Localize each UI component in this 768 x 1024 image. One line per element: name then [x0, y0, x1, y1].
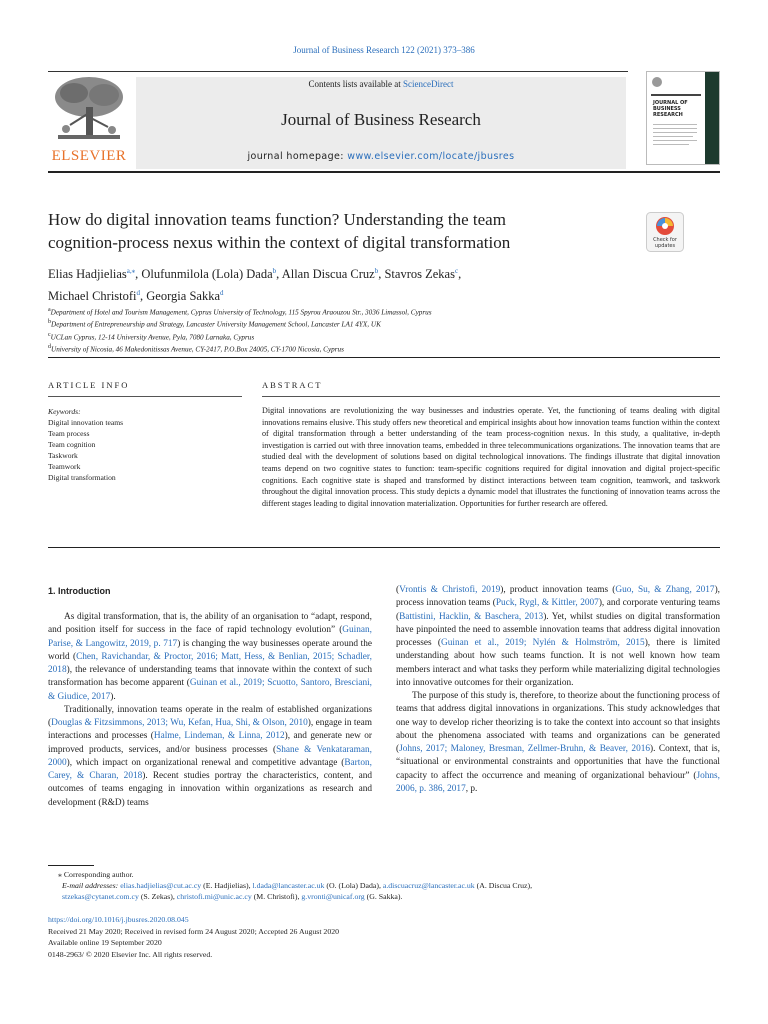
header-rule [48, 171, 720, 173]
email-link[interactable]: a.discuacruz@lancaster.ac.uk [382, 881, 475, 890]
citation-link[interactable]: Guinan, Parise, & Langowitz, 2019, p. 717 [48, 625, 372, 649]
author-name[interactable]: Olufunmilola (Lola) Dada [141, 267, 273, 282]
author-affiliation-marker[interactable]: b [272, 267, 277, 275]
corresponding-author-note: ⁎ Corresponding author. [58, 870, 134, 879]
email-link[interactable]: elias.hadjielias@cut.ac.cy [120, 881, 202, 890]
body-paragraph: The purpose of this study is, therefore, to theorize about the functioning process of teams that address digital innovations in organizations. This study acknowledges that one way to develop richer theorizing is to take the context into account so that insights about the phenomena associated with teams and organizations can be generated (Johns, 2017; Maloney, Bresman, Zellmer-Bruhn, & Beaver, 2016). Context, that is, “situational or environmental constraints and opportunities that have the functional capacity to affect the occurrence and meaning of organizational behaviour” (Johns, 2006, p. 386, 2017, p. [396, 691, 720, 794]
footnote-rule [48, 865, 94, 866]
homepage-link[interactable]: www.elsevier.com/locate/jbusres [347, 151, 515, 162]
citation-link[interactable]: Chen, Ravichandar, & Proctor, 2016; Matt, Hess, & Benlian, 2015; Schadler, 2018 [48, 651, 372, 675]
citation-link[interactable]: Puck, Rygl, & Kittler, 2007 [495, 598, 599, 609]
affiliation [48, 342, 668, 354]
email-link[interactable]: g.vronti@unicaf.org [301, 892, 365, 901]
keyword: Taskwork [48, 451, 78, 460]
copyright: 0148-2963/ © 2020 Elsevier Inc. All rights reserved. [48, 949, 213, 959]
author-name[interactable]: Georgia Sakka [146, 289, 220, 304]
keywords-block [48, 406, 242, 483]
keyword: Digital transformation [48, 473, 116, 482]
affiliation-marker: c [48, 331, 51, 338]
contents-line [136, 79, 626, 89]
keywords-list [48, 417, 242, 483]
author-name[interactable]: Elias Hadjielias [48, 267, 127, 282]
affiliation-marker: b [48, 319, 51, 326]
citation-link[interactable]: Douglas & Fitzsimmons, 2013; Wu, Kefan, Hua, Shi, & Olson, 2010 [51, 718, 308, 728]
email-link[interactable]: stzekas@cytanet.com.cy [62, 892, 139, 901]
cover-title-1: JOURNAL OF [653, 100, 688, 106]
journal-title: Journal of Business Research [281, 110, 481, 129]
affiliation-text: Department of Hotel and Tourism Management, Cyprus University of Technology, 115 Spyrou Araouzou Str., 3036 Limassol, Cyprus [50, 308, 432, 317]
email-addresses: E-mail addresses: elias.hadjielias@cut.ac.cy (E. Hadjielias), l.dada@lancaster.ac.uk (O. (Lola) Dada), a.discuacruz@lancaster.ac.uk (A. Discua Cruz), stzekas@cytanet.com.cy (S. Zekas), christofi.mi@unic.ac.cy (M. Christofi), g.vronti@unicaf.org (G. Sakka). [62, 881, 533, 901]
author-affiliation-marker[interactable]: c [454, 267, 459, 275]
footnotes [48, 869, 720, 902]
body-paragraph: As digital transformation, that is, the ability of an organisation to “adapt, respond, and position itself for success in the face of rapid technology evolution” (Guinan, Parise, & Langowitz, 2019, p. 717) is changing the way businesses operate around the world (Chen, Ravichandar, & Proctor, 2016; Matt, Hess, & Benlian, 2015; Schadler, 2018), the relevance of understanding teams that innovate within the context of such transformation has become apparent (Guinan et al., 2019; Scuotto, Santoro, Bresciani, & Giudice, 2017). [48, 612, 372, 702]
article-title-line-2: cognition-process nexus within the context of digital transformation [48, 233, 511, 252]
elsevier-wordmark: ELSEVIER [51, 148, 127, 164]
abstract-bottom-rule [48, 547, 720, 548]
available-online: Available online 19 September 2020 [48, 938, 162, 947]
email-link[interactable]: l.dada@lancaster.ac.uk [252, 881, 325, 890]
affiliation-marker: a [48, 307, 51, 313]
citation-link[interactable]: Johns, 2006, p. 386, 2017 [396, 770, 720, 794]
title-block-rule [48, 357, 720, 358]
abstract-text: Digital innovations are revolutionizing the way businesses and industries operate. Yet, the functioning of teams dealing with digital innovations remains elusive. This study offers new theoretical and empirical insights about how innovation teams function within the context of digital transformation through a better understanding of the team process-cognition nexus. In this study, a qualitative, in-depth investigation is carried out with three innovation teams, embedded in three telecommunications organizations. The innovation teams that are studied deal with the development of solutions based on digital technological innovations. The findings illustrate that digital innovation teams depend on two cognitive states to function: team-specific cognitions required for digital innovation and digital project-specific cognitions. Each cognitive state is shaped and transformed by distinct interactions between team cognition, teamwork, and taskwork throughout the digital innovation process. This study depicts a dynamic model that illustrates the functioning of innovation teams across the different stages leading to digital innovation materialization. Opportunities for further research are offered. [262, 406, 720, 508]
affiliation-marker: d [48, 344, 51, 351]
homepage-line [136, 151, 626, 162]
citation-link[interactable]: Vrontis & Christofi, 2019 [399, 585, 501, 595]
cover-title-2: BUSINESS [653, 106, 681, 112]
keyword: Digital innovation teams [48, 418, 124, 427]
abstract-heading: ABSTRACT [262, 380, 323, 390]
citation-link[interactable]: Guo, Su, & Zhang, 2017 [615, 585, 715, 595]
keywords-label: Keywords: [48, 407, 81, 416]
citation-link[interactable]: Battistini, Hacklin, & Baschera, 2013 [399, 611, 544, 622]
author-affiliation-marker[interactable]: d [220, 289, 224, 298]
body-column-right [396, 584, 720, 796]
cover-title-3: RESEARCH [653, 112, 683, 118]
article-title-line-1: How do digital innovation teams function? Understanding the team [48, 210, 506, 229]
author-affiliation-marker[interactable]: a,⁎ [126, 267, 136, 275]
email-label: E-mail addresses: [62, 881, 121, 890]
abstract-rule [262, 396, 720, 397]
publication-info [48, 914, 720, 960]
author-name[interactable]: Michael Christofi [48, 289, 137, 304]
citation-link[interactable]: Barton, Carey, & Charan, 2018 [48, 757, 372, 781]
citation-link[interactable]: Halme, Lindeman, & Linna, 2012 [153, 731, 285, 742]
body-paragraph: Traditionally, innovation teams operate in the realm of established organizations (Douglas & Fitzsimmons, 2013; Wu, Kefan, Hua, Shi, & Olson, 2010), engage in team interactions and processes (Halme, Lindeman, & Linna, 2012), and generate new or improved products, services, and/or business processes (Shane & Venkataraman, 2000), which impact on organizational renewal and competitive advantage (Barton, Carey, & Charan, 2018). Recent studies portray the characteristics, content, and outcomes of teams engaging in innovation within organizations as research and development (R&D) teams [48, 704, 372, 808]
check-for-updates-button[interactable] [646, 212, 684, 252]
affiliation-text: University of Nicosia, 46 Makedonitissas Avenue, CY-2417, P.O.Box 24005, CY-1700 Nicosia, Cyprus [51, 345, 344, 354]
journal-cover-thumbnail[interactable] [646, 71, 720, 165]
homepage-prefix: journal homepage: [247, 151, 348, 162]
affiliation-text: Department of Entrepreneurship and Strategy, Lancaster University Management School, Lancaster LA1 4YX, UK [51, 320, 381, 329]
citation-link[interactable]: Johns, 2017; Maloney, Bresman, Zellmer-Bruhn, & Beaver, 2016 [399, 744, 651, 754]
affiliation [48, 317, 668, 329]
article-info-rule [48, 396, 242, 397]
body-paragraph: (Vrontis & Christofi, 2019), product innovation teams (Guo, Su, & Zhang, 2017), process innovation teams (Puck, Rygl, & Kittler, 2007), and corporate venturing teams (Battistini, Hacklin, & Baschera, 2013). Yet, whilst studies on digital transformation have pinpointed the need to assemble innovation teams that address digital innovation processes (Guinan et al., 2019; Nylén & Holmström, 2015), there is limited understanding about how such teams function. It is not well known how team members interact and what tasks they perform while materializing digital technologies into innovative outcomes for their organization. [396, 585, 721, 688]
author-list: Elias Hadjielias$^{a,⁎}$, Olufunmilola (Lola) Dada$^b$, Allan Discua Cruz$^b$, Stavros Zekas$^c$, Michael Christofi$^d$, Georgia Sakka$^d$ [48, 267, 462, 304]
affiliation [48, 330, 668, 342]
author-affiliation-marker[interactable]: d [136, 289, 141, 298]
citation-link[interactable]: Shane & Venkataraman, 2000 [48, 744, 372, 768]
keyword: Team cognition [48, 440, 96, 449]
citation-link[interactable]: Guinan et al., 2019; Nylén & Holmström, 2015 [441, 638, 645, 648]
keyword: Teamwork [48, 462, 81, 471]
check-updates-line-1: Check for [653, 237, 677, 243]
sciencedirect-link[interactable]: ScienceDirect [403, 79, 454, 89]
article-info-heading: ARTICLE INFO [48, 380, 130, 390]
journal-citation[interactable]: Journal of Business Research 122 (2021) 373–386 [293, 45, 475, 55]
doi-link[interactable]: https://doi.org/10.1016/j.jbusres.2020.08.045 [48, 915, 189, 924]
article-title [48, 208, 608, 254]
citation-link[interactable]: Guinan et al., 2019; Scuotto, Santoro, Bresciani, & Giudice, 2017 [48, 678, 372, 702]
author-affiliation-marker[interactable]: b [374, 267, 379, 275]
received-dates: Received 21 May 2020; Received in revised form 24 August 2020; Accepted 26 August 2020 [48, 926, 340, 936]
body-column-left [48, 611, 372, 810]
affiliation-text: UCLan Cyprus, 12-14 University Avenue, Pyla, 7080 Larnaka, Cyprus [50, 333, 255, 342]
affiliations [48, 305, 668, 355]
author-name[interactable]: Stavros Zekas [384, 267, 455, 282]
email-link[interactable]: christofi.mi@unic.ac.cy [176, 892, 252, 901]
affiliation [48, 305, 668, 317]
check-updates-line-2: updates [654, 243, 676, 249]
contents-prefix: Contents lists available at [308, 79, 403, 89]
keyword: Team process [48, 429, 90, 438]
author-name[interactable]: Allan Discua Cruz [281, 267, 375, 282]
introduction-heading: 1. Introduction [48, 586, 111, 596]
